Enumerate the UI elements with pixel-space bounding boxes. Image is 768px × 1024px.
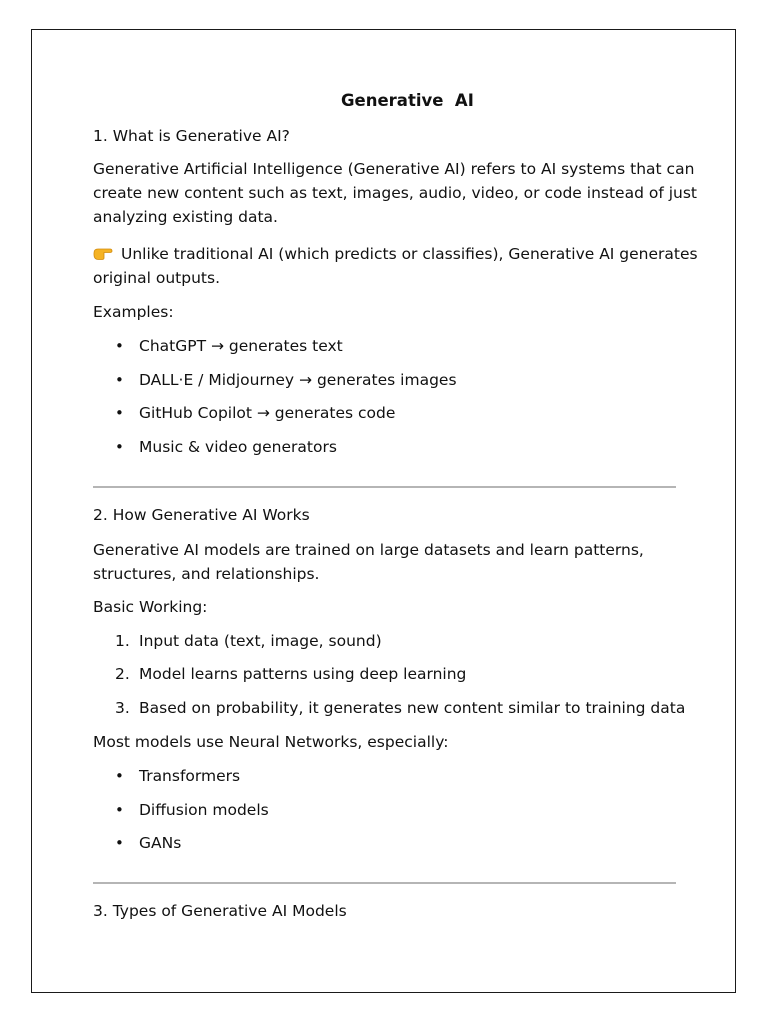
bullet-icon: • [115, 834, 124, 852]
model-item: GANs [139, 834, 182, 852]
note-line1 [93, 242, 698, 266]
model-item: Transformers [139, 767, 241, 785]
models-label: Most models use Neural Networks, especially: [93, 733, 449, 751]
step-item: Model learns patterns using deep learning [139, 665, 467, 683]
section1-paragraph-line1: Generative Artificial Intelligence (Generative AI) refers to AI systems that can [93, 160, 695, 178]
basic-working-label: Basic Working: [93, 598, 208, 616]
bullet-icon: • [115, 801, 124, 819]
section-divider [93, 882, 676, 884]
note-line1-text: Unlike traditional AI (which predicts or classifies), Generative AI generates [121, 245, 698, 263]
section-divider [93, 486, 676, 488]
example-item: ChatGPT → generates text [139, 337, 343, 355]
examples-label: Examples: [93, 303, 174, 321]
example-item: DALL·E / Midjourney → generates images [139, 371, 457, 389]
step-number: 3. [115, 699, 130, 717]
section1-paragraph-line3: analyzing existing data. [93, 208, 278, 226]
bullet-icon: • [115, 371, 124, 389]
section2-paragraph-line1: Generative AI models are trained on large datasets and learn patterns, [93, 541, 644, 559]
model-item: Diffusion models [139, 801, 269, 819]
step-item: Input data (text, image, sound) [139, 632, 382, 650]
example-item: GitHub Copilot → generates code [139, 404, 396, 422]
note-line2: original outputs. [93, 269, 220, 287]
step-number: 1. [115, 632, 130, 650]
pointing-hand-icon [93, 246, 113, 260]
document-page [31, 29, 736, 993]
document-title: Generative AI [341, 91, 474, 110]
bullet-icon: • [115, 404, 124, 422]
bullet-icon: • [115, 337, 124, 355]
step-item: Based on probability, it generates new content similar to training data [139, 699, 686, 717]
section3-heading: 3. Types of Generative AI Models [93, 902, 347, 920]
section1-paragraph-line2: create new content such as text, images, audio, video, or code instead of just [93, 184, 698, 202]
step-number: 2. [115, 665, 130, 683]
section2-paragraph-line2: structures, and relationships. [93, 565, 320, 583]
section1-heading: 1. What is Generative AI? [93, 127, 290, 145]
bullet-icon: • [115, 438, 124, 456]
bullet-icon: • [115, 767, 124, 785]
section2-heading: 2. How Generative AI Works [93, 506, 310, 524]
example-item: Music & video generators [139, 438, 337, 456]
